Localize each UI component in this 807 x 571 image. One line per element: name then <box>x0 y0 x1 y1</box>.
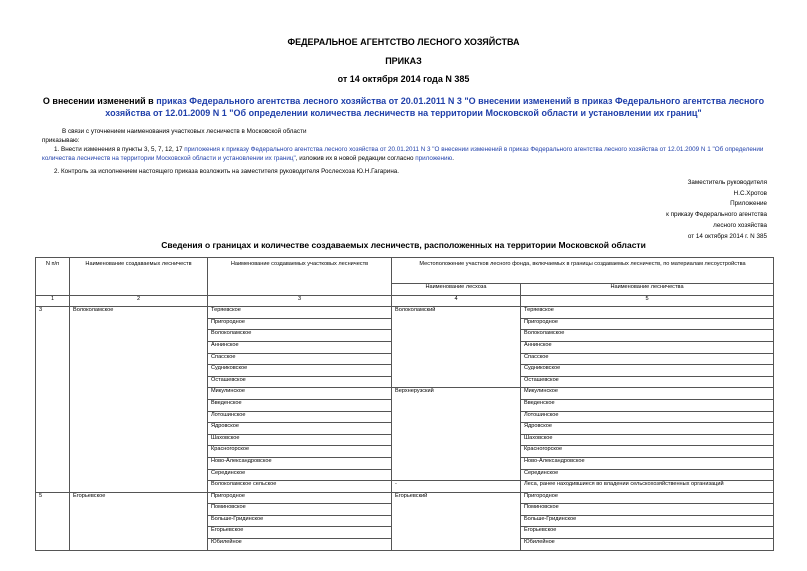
paragraph-item-2: 2. Контроль за исполнением настоящего приказа возложить на заместителя руководителя Рослесхоза Ю.Н.Гагарина. <box>54 168 400 175</box>
colnum-cell: 1 <box>36 295 70 307</box>
cell-lesnichestvo: Осташевское <box>521 376 774 388</box>
cell-district: Больше-Гридинское <box>208 515 392 527</box>
forestry-table <box>35 257 774 551</box>
cell-lesnichestvo: Введенское <box>521 399 774 411</box>
cell-district: Юбилейное <box>208 539 392 551</box>
table-row <box>36 492 774 504</box>
colnum-cell: 2 <box>70 295 208 307</box>
cell-district: Волоколамское сельское <box>208 481 392 493</box>
appendix-label: Приложение <box>730 200 767 208</box>
paragraph-intro: В связи с уточнением наименования участковых лесничеств в Московской области <box>62 128 307 135</box>
cell-district: Серединское <box>208 469 392 481</box>
colnum-cell: 3 <box>208 295 392 307</box>
cell-district: Аннинское <box>208 341 392 353</box>
cell-forestry: Егорьевское <box>70 492 208 550</box>
signer-name: Н.С.Хротов <box>733 189 767 197</box>
cell-district: Поминовское <box>208 504 392 516</box>
cell-lesnichestvo: Серединское <box>521 469 774 481</box>
signer-title: Заместитель руководителя <box>687 179 767 186</box>
document-title <box>30 95 777 119</box>
cell-lesnichestvo: Юбилейное <box>521 539 774 551</box>
paragraph-order: приказываю: <box>42 137 80 144</box>
cell-lesnichestvo: Егорьевское <box>521 527 774 539</box>
item-1-end: . <box>452 155 455 163</box>
cell-district: Пригородное <box>208 318 392 330</box>
cell-forestry: Волоколамское <box>70 307 208 493</box>
header-leskhoz: Наименование лесхоза <box>392 284 521 296</box>
cell-district: Лотошинское <box>208 411 392 423</box>
cell-leskhoz: Верхнерузский <box>392 388 521 481</box>
cell-lesnichestvo: Пригородное <box>521 492 774 504</box>
table-header-row <box>36 258 774 284</box>
cell-lesnichestvo: Леса, ранее находившиеся во владении сельскохозяйственных организаций <box>521 481 774 493</box>
cell-district: Введенское <box>208 399 392 411</box>
appendix-link[interactable]: приложения к приказу Федерального агентства лесного хозяйства от 20.01.2011 N 3 "О внесении изменений в приказ Федерального агентства лесного хозяйства от 12.01.2009 N 1 "Об определении количества лесничеств на территории Московской области и установлении их границ" <box>42 146 764 163</box>
cell-lesnichestvo: Ново-Александровское <box>521 457 774 469</box>
cell-lesnichestvo: Поминовское <box>521 504 774 516</box>
cell-district: Шаховское <box>208 434 392 446</box>
header-num: N п/п <box>36 258 70 296</box>
cell-district: Пригородное <box>208 492 392 504</box>
header-forestry: Наименование создаваемых лесничеств <box>70 258 208 296</box>
document-type: ПРИКАЗ <box>385 56 422 66</box>
cell-num: 5 <box>36 492 70 550</box>
paragraph-item-1 <box>42 145 772 163</box>
cell-lesnichestvo: Теряевское <box>521 307 774 319</box>
cell-lesnichestvo: Спасское <box>521 353 774 365</box>
cell-district: Микулинское <box>208 388 392 400</box>
document-date: от 14 октября 2014 года N 385 <box>337 74 470 84</box>
cell-lesnichestvo: Судниковское <box>521 365 774 377</box>
cell-lesnichestvo: Лотошинское <box>521 411 774 423</box>
item-1-start: 1. Внести изменения в пункты 3, 5, 7, 12, 17 <box>54 146 185 153</box>
cell-lesnichestvo: Аннинское <box>521 341 774 353</box>
appendix-ref-3: от 14 октября 2014 г. N 385 <box>687 232 767 240</box>
cell-district: Судниковское <box>208 365 392 377</box>
appendix-link-2[interactable]: приложению <box>415 155 453 163</box>
cell-lesnichestvo: Красногорское <box>521 446 774 458</box>
title-prefix: О внесении изменений в <box>42 96 157 106</box>
cell-district: Спасское <box>208 353 392 365</box>
colnum-cell: 5 <box>521 295 774 307</box>
cell-lesnichestvo: Больше-Гридинское <box>521 515 774 527</box>
cell-district: Ядровское <box>208 423 392 435</box>
cell-district: Ново-Александровское <box>208 457 392 469</box>
table-row <box>36 307 774 319</box>
cell-lesnichestvo: Волоколамское <box>521 330 774 342</box>
cell-district: Волоколамское <box>208 330 392 342</box>
header-lesnichestvo: Наименование лесничества <box>521 284 774 296</box>
cell-lesnichestvo: Микулинское <box>521 388 774 400</box>
section-title: Сведения о границах и количестве создаваемых лесничеств, расположенных на территории Московской области <box>161 240 646 250</box>
cell-district: Красногорское <box>208 446 392 458</box>
cell-district: Егорьевское <box>208 527 392 539</box>
cell-district: Осташевское <box>208 376 392 388</box>
header-location: Местоположение участков лесного фонда, включаемых в границы создаваемых лесничеств, по материалам лесоустройства <box>392 258 774 284</box>
appendix-ref-1: к приказу Федерального агентства <box>666 211 767 219</box>
cell-leskhoz: Волоколамский <box>392 307 521 388</box>
cell-district: Теряевское <box>208 307 392 319</box>
cell-num: 3 <box>36 307 70 493</box>
cell-leskhoz: Егорьевский <box>392 492 521 550</box>
table-colnum-row <box>36 295 774 307</box>
title-link[interactable]: приказ Федерального агентства лесного хозяйства от 20.01.2011 N 3 "О внесении изменений в приказ Федерального агентства лесного хозяйства от 12.01.2009 N 1 "Об определении количества лесничеств на территории Московской области и установлении их границ" <box>105 96 765 118</box>
colnum-cell: 4 <box>392 295 521 307</box>
appendix-ref-2: лесного хозяйства <box>713 221 767 229</box>
cell-leskhoz: - <box>392 481 521 493</box>
item-1-mid: , изложив их в новой редакции согласно <box>295 155 416 163</box>
cell-lesnichestvo: Пригородное <box>521 318 774 330</box>
signature-block <box>666 178 767 242</box>
agency-name: ФЕДЕРАЛЬНОЕ АГЕНТСТВО ЛЕСНОГО ХОЗЯЙСТВА <box>287 37 520 47</box>
cell-lesnichestvo: Ядровское <box>521 423 774 435</box>
cell-lesnichestvo: Шаховское <box>521 434 774 446</box>
header-district: Наименование создаваемых участковых лесничеств <box>208 258 392 296</box>
